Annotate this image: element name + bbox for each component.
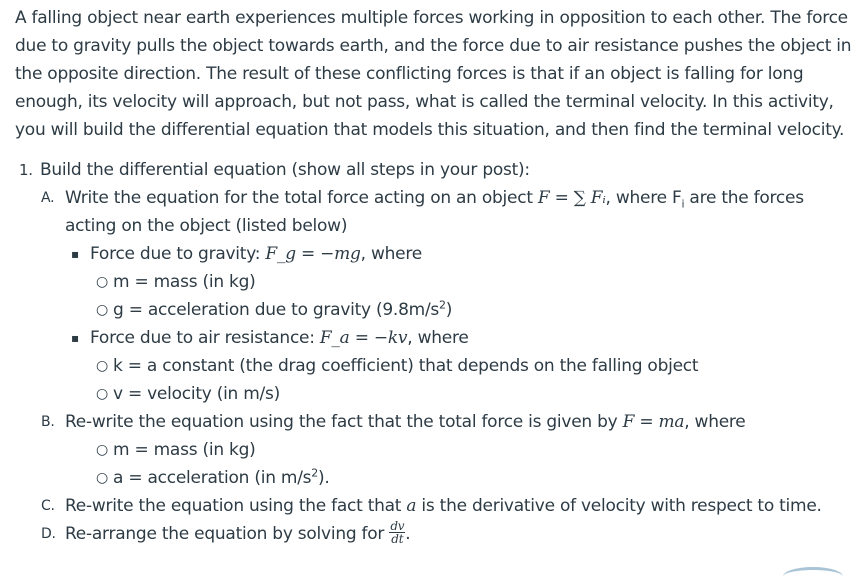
fraction-denominator: dt	[391, 531, 404, 546]
item-d	[15, 520, 855, 548]
item-c-post: is the derivative of velocity with respect to time.	[416, 496, 822, 516]
gravity-mass-def	[15, 268, 855, 296]
item-a-post: , where F	[605, 188, 682, 208]
circle-bullet-icon: ○	[96, 358, 108, 374]
square-bullet-icon: ▪	[71, 247, 79, 261]
item-b-text: Re-write the equation using the fact that the total force is given by	[65, 412, 623, 432]
item-a-subscript: i	[681, 197, 685, 211]
circle-bullet-icon: ○	[96, 470, 108, 486]
intro-paragraph: A falling object near earth experiences multiple forces working in opposition to each other. The force due to gravity pulls the object towards earth, and the force due to air resistance pushes the object in the opposite direction. The result of these conflicting forces is that if an object is falling for long enough, its velocity will approach, but not pass, what is called the terminal velocity. In this activity, you will build the differential equation that models this situation, and then find the terminal velocity.	[15, 8, 852, 140]
air-resistance-item	[15, 324, 855, 352]
step-1-text: Build the differential equation (show all steps in your post):	[40, 160, 530, 180]
item-b-post: , where	[684, 412, 746, 432]
item-d-text: Re-arrange the equation by solving for	[65, 524, 390, 544]
air-k-def	[15, 352, 855, 380]
item-b-accel-def	[15, 464, 855, 492]
air-equation: F_a = −kv	[319, 328, 408, 348]
item-d-marker: D.	[41, 526, 56, 542]
step-1-marker: 1.	[19, 161, 33, 179]
item-b-accel-close: ).	[318, 468, 330, 488]
gravity-g-text: g = acceleration due to gravity (9.8m/s	[113, 300, 440, 320]
gravity-mass-text: m = mass (in kg)	[113, 272, 256, 292]
gravity-equation: F_g = −mg	[265, 244, 361, 264]
item-a-marker: A.	[41, 190, 55, 206]
dv-dt-fraction	[389, 520, 405, 545]
gravity-force-item	[15, 240, 855, 268]
scroll-indicator-icon	[783, 567, 843, 586]
gravity-post: , where	[360, 244, 422, 264]
superscript: 2	[311, 466, 319, 480]
circle-bullet-icon: ○	[96, 442, 108, 458]
air-k-text: k = a constant (the drag coefficient) that depends on the falling object	[113, 356, 699, 376]
step-1	[15, 156, 855, 184]
item-b	[15, 408, 855, 436]
item-b-mass-text: m = mass (in kg)	[113, 440, 256, 460]
gravity-label: Force due to gravity:	[90, 244, 266, 264]
item-a	[15, 184, 855, 212]
circle-bullet-icon: ○	[96, 302, 108, 318]
steps-list	[15, 156, 855, 548]
item-d-post: .	[405, 524, 411, 544]
document-body	[15, 4, 855, 548]
item-a-text: Write the equation for the total force acting on an object	[65, 188, 538, 208]
air-label: Force due to air resistance:	[90, 328, 320, 348]
gravity-g-def	[15, 296, 855, 324]
air-v-text: v = velocity (in m/s)	[113, 384, 281, 404]
air-v-def	[15, 380, 855, 408]
equation-text: F = ∑ Fᵢ	[537, 188, 606, 208]
item-c-marker: C.	[41, 498, 55, 514]
item-a-post2: are the forces	[684, 188, 804, 208]
item-c-text: Re-write the equation using the fact that	[65, 496, 407, 516]
item-c	[15, 492, 855, 520]
item-b-equation: F = ma	[622, 412, 685, 432]
superscript: 2	[439, 298, 446, 312]
gravity-g-close: )	[445, 300, 453, 320]
air-post: , where	[407, 328, 469, 348]
item-b-marker: B.	[41, 414, 55, 430]
circle-bullet-icon: ○	[96, 274, 108, 290]
item-a-continuation: acting on the object (listed below)	[65, 216, 348, 236]
item-c-italic: a	[406, 496, 417, 516]
circle-bullet-icon: ○	[96, 386, 108, 402]
square-bullet-icon: ▪	[71, 331, 79, 345]
item-a-equation	[538, 188, 606, 208]
item-b-accel-text: a = acceleration (in m/s	[113, 468, 312, 488]
fraction-numerator: dv	[390, 518, 405, 533]
item-b-mass-def	[15, 436, 855, 464]
